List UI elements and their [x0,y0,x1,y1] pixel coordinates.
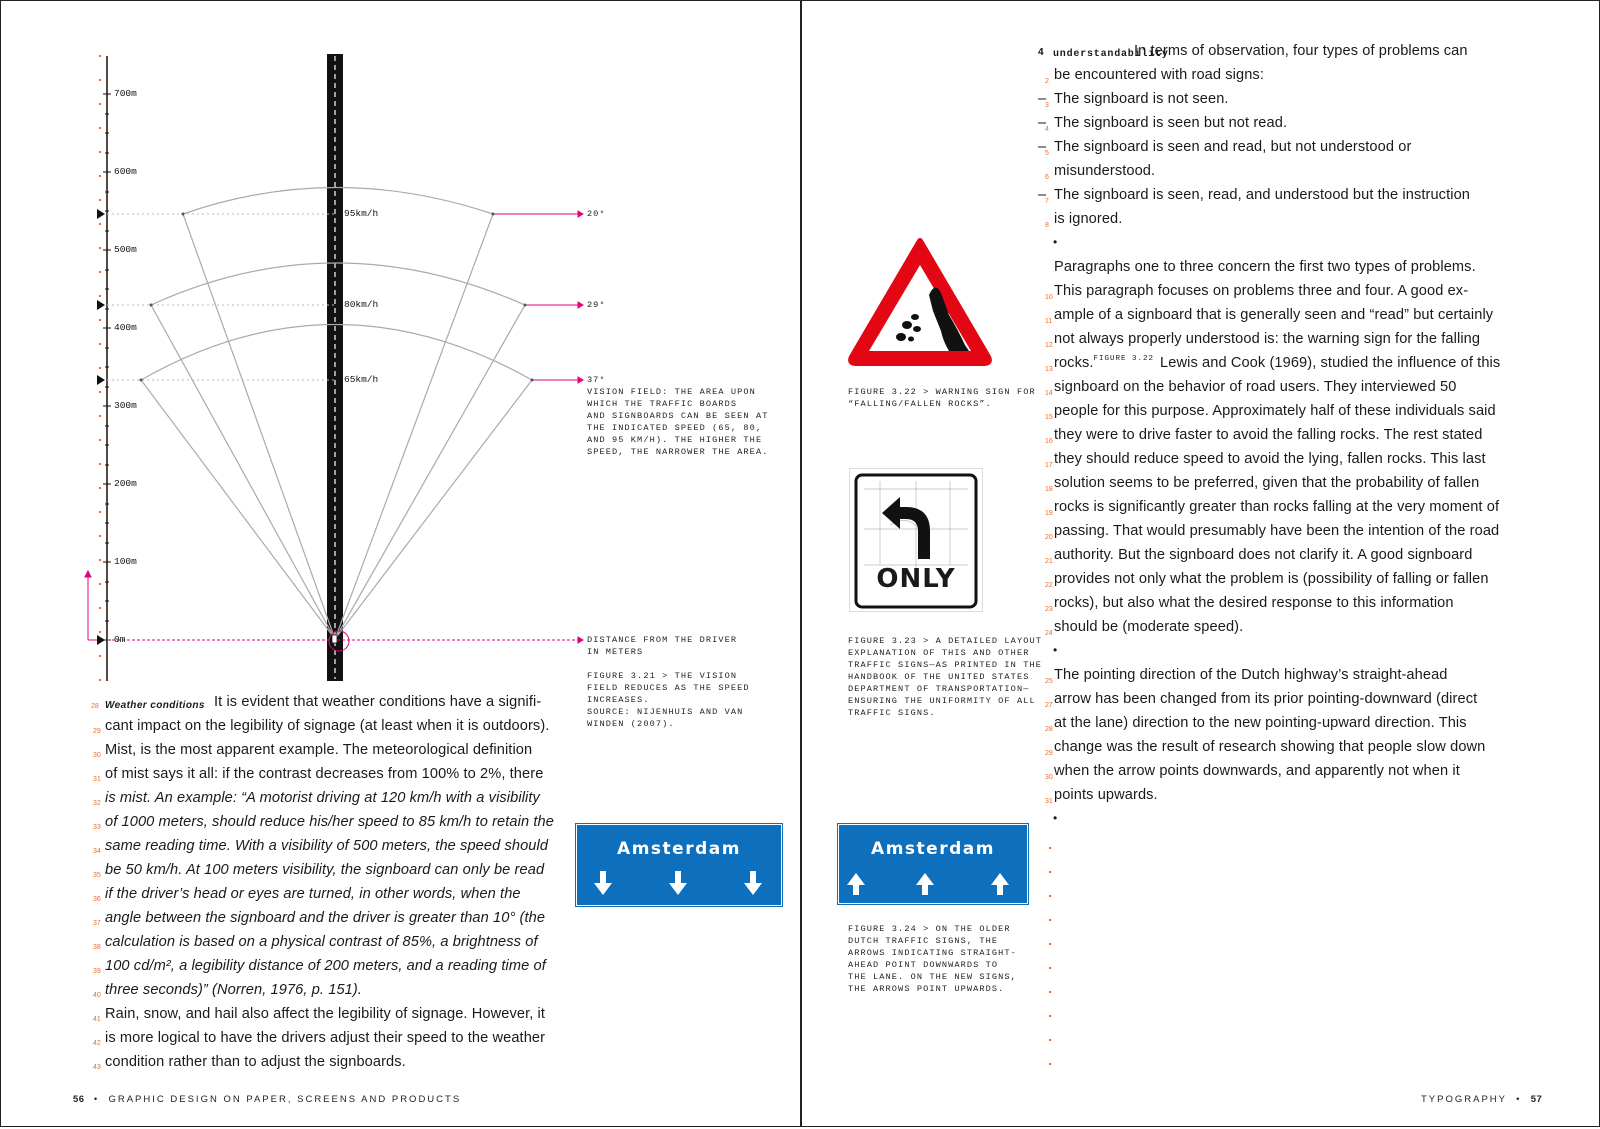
line-number: 8 [1045,222,1049,229]
list-dash: – [1038,91,1047,107]
line-number: 15 [1045,414,1053,421]
sign-city-name: Amsterdam [617,839,741,859]
body-line: if the driver’s head or eyes are turned, in other words, when the [105,886,521,902]
body-line: at the lane) direction to the new pointing-upward direction. This [1054,715,1467,731]
body-text: rocks. [1054,355,1094,371]
body-line [1054,351,1500,375]
body-line: three seconds)” (Norren, 1976, p. 151). [105,982,362,998]
footer-title: GRAPHIC DESIGN ON PAPER, SCREENS AND PRODUCTS [108,1094,462,1105]
line-number: 18 [1045,486,1053,493]
scale-label-0m: 0m [114,634,126,645]
line-number: 11 [1045,318,1053,325]
line-number: 22 [1045,582,1053,589]
body-line: rocks is significantly greater than rocks falling at the very moment of [1054,499,1500,515]
grid-dot [1049,1015,1051,1017]
body-line: of mist says it all: if the contrast decreases from 100% to 2%, there [105,766,544,782]
body-line: condition rather than to adjust the signboards. [105,1054,406,1070]
paragraph-bullet: • [1053,811,1058,825]
body-line: rocks), but also what the desired response to this information [1054,595,1454,611]
line-number: 31 [93,776,101,783]
line-number: 27 [1045,702,1053,709]
body-line: calculation is based on a physical contrast of 85%, a brightness of [105,934,538,950]
scale-label-300m: 300m [114,400,137,411]
body-line: The signboard is seen, read, and understood but the instruction [1054,187,1471,203]
body-line: cant impact on the legibility of signage (at least when it is outdoors). [105,718,550,734]
sign-city-name: Amsterdam [871,839,995,859]
body-line: 100 cd/m², a legibility distance of 200 meters, and a reading time of [105,958,546,974]
line-number: 32 [93,800,101,807]
vision-field-diagram [1,1,801,691]
grid-dot [1049,919,1051,921]
line-number: 29 [93,728,101,735]
body-line: they were to drive faster to avoid the falling rocks. The rest stated [1054,427,1483,443]
section-number: 4 [1038,47,1044,58]
scale-label-500m: 500m [114,244,137,255]
speed-label-80: 80km/h [344,299,379,310]
body-line: solution seems to be preferred, given that the probability of fallen [1054,475,1480,491]
page-number-57: 57 [1530,1094,1543,1105]
figure-reference: FIGURE 3.22 [1093,355,1155,363]
speed-label-65: 65km/h [344,374,379,385]
body-line: people for this purpose. Approximately half of these individuals said [1054,403,1496,419]
body-line: Mist, is the most apparent example. The meteorological definition [105,742,533,758]
body-line: when the arrow points downwards, and apparently not when it [1054,763,1460,779]
scale-label-600m: 600m [114,166,137,177]
speed-markers [97,209,105,645]
line-number: 20 [1045,534,1053,541]
line-number: 25 [1045,678,1053,685]
line-number: 6 [1045,174,1049,181]
down-arrows-icon [577,865,781,905]
grid-dot [1049,1063,1051,1065]
left-page [0,0,801,1127]
line-number: 2 [1045,78,1049,85]
line-number: 38 [93,944,101,951]
line-number: 24 [1045,630,1053,637]
line-number: 37 [93,920,101,927]
line-number: 41 [93,1016,101,1023]
line-number: 30 [1045,774,1053,781]
up-arrows-icon [839,865,1027,903]
footer-left: 56 • GRAPHIC DESIGN ON PAPER, SCREENS AND PRODUCTS [73,1094,462,1105]
footer-title: TYPOGRAPHY [1421,1094,1507,1105]
line-number: 13 [1045,366,1053,373]
line-number: 14 [1045,390,1053,397]
body-line: Paragraphs one to three concern the first two types of problems. [1054,259,1476,275]
body-line: be encountered with road signs: [1054,67,1264,83]
body-line: same reading time. With a visibility of 500 meters, the speed should [105,838,549,854]
run-head-weather: Weather conditions [105,700,205,711]
body-line: they should reduce speed to avoid the lying, fallen rocks. This last [1054,451,1486,467]
grid-dot [1049,895,1051,897]
grid-dot [1049,1039,1051,1041]
vision-field-caption: VISION FIELD: THE AREA UPON WHICH THE TRAFFIC BOARDS AND SIGNBOARDS CAN BE SEEN AT THE INDICATED SPEED (65, 80, AND 95 KM/H). THE HIGHER THE SPEED, THE NARROWER THE AREA. [587,387,769,457]
line-number: 36 [93,896,101,903]
list-dash: – [1038,139,1047,155]
figure-3-21-caption: FIGURE 3.21 > THE VISION FIELD REDUCES AS THE SPEED INCREASES. SOURCE: NIJENHUIS AND VAN WINDEN (2007). [587,671,750,729]
line-number: 4 [1045,126,1049,133]
line-number: 33 [93,824,101,831]
line-number: 39 [93,968,101,975]
grid-dot [1049,991,1051,993]
distance-caption: DISTANCE FROM THE DRIVER IN METERS [587,635,738,657]
line-number: 17 [1045,462,1053,469]
line-number: 7 [1045,198,1049,205]
body-line: ample of a signboard that is generally seen and “read” but certainly [1054,307,1494,323]
body-line: The signboard is seen and read, but not understood or [1054,139,1412,155]
body-line: change was the result of research showing that people slow down [1054,739,1486,755]
body-line: is ignored. [1054,211,1123,227]
amsterdam-sign-new [838,824,1028,904]
body-line: provides not only what the problem is (possibility of falling or fallen [1054,571,1489,587]
scale-label-100m: 100m [114,556,137,567]
scale-label-700m: 700m [114,88,137,99]
line-number: 31 [1045,798,1053,805]
list-dash: – [1038,187,1047,203]
page-number-56: 56 [73,1094,85,1105]
scale-label-400m: 400m [114,322,137,333]
body-line: This paragraph focuses on problems three and four. A good ex- [1054,283,1469,299]
figure-3-24-caption: FIGURE 3.24 > ON THE OLDER DUTCH TRAFFIC SIGNS, THE ARROWS INDICATING STRAIGHT- AHEAD POINT DOWNWARDS TO THE LANE. ON THE NEW SIGNS, THE ARROWS POINT UPWARDS. [848,924,1017,994]
line-number: 29 [1045,750,1053,757]
line-number: 28 [91,703,99,710]
body-line: not always properly understood is: the warning sign for the falling [1054,331,1481,347]
line-number: 21 [1045,558,1053,565]
body-line: be 50 km/h. At 100 meters visibility, the signboard can only be read [105,862,545,878]
right-page [801,0,1600,1127]
body-line: misunderstood. [1054,163,1156,179]
line-number: 19 [1045,510,1053,517]
falling-rocks-sign [845,233,995,368]
paragraph-bullet: • [1053,643,1058,657]
figure-3-22-caption: FIGURE 3.22 > WARNING SIGN FOR “FALLING/FALLEN ROCKS”. [848,387,1036,409]
angle-label-20: 20° [587,209,606,219]
line-number: 16 [1045,438,1053,445]
grid-dot [1049,967,1051,969]
only-sign-diagram [849,468,983,612]
scale-label-200m: 200m [114,478,137,489]
footer-right: TYPOGRAPHY • 57 [1421,1094,1543,1105]
body-line: passing. That would presumably have been the intention of the road [1054,523,1500,539]
body-line: should be (moderate speed). [1054,619,1244,635]
body-line: points upwards. [1054,787,1158,803]
grid-dot [1049,871,1051,873]
body-line: is mist. An example: “A motorist driving at 120 km/h with a visibility [105,790,540,806]
amsterdam-sign-old [576,824,782,906]
line-number: 28 [1045,726,1053,733]
grid-dot [1049,943,1051,945]
line-number: 10 [1045,294,1053,301]
line-number: 12 [1045,342,1053,349]
list-dash: – [1038,115,1047,131]
figure-3-23-caption: FIGURE 3.23 > A DETAILED LAYOUT EXPLANATION OF THIS AND OTHER TRAFFIC SIGNS—AS PRINTED IN THE HANDBOOK OF THE UNITED STATES DEPARTMENT OF TRANSPORTATION— ENSURING THE UNIFORMITY OF ALL TRAFFIC SIGNS. [848,636,1042,718]
angle-label-37: 37° [587,375,606,385]
body-line: authority. But the signboard does not clarify it. A good signboard [1054,547,1473,563]
body-line: signboard on the behavior of road users. They interviewed 50 [1054,379,1457,395]
body-line: The signboard is not seen. [1054,91,1229,107]
line-number: 3 [1045,102,1049,109]
body-line: The pointing direction of the Dutch highway’s straight-ahead [1054,667,1448,683]
only-sign-text: ONLY [876,564,956,594]
angle-label-29: 29° [587,300,606,310]
line-number: 34 [93,848,101,855]
body-line: angle between the signboard and the driver is greater than 10° (the [105,910,546,926]
line-number: 5 [1045,150,1049,157]
body-line: of 1000 meters, should reduce his/her speed to 85 km/h to retain the [105,814,554,830]
body-line: In terms of observation, four types of problems can [1134,43,1468,59]
line-number: 40 [93,992,101,999]
body-line: It is evident that weather conditions have a signifi- [214,694,542,710]
body-line: arrow has been changed from its prior pointing-downward (direct [1054,691,1478,707]
run-head-understandability: understandability [1053,49,1169,60]
line-number: 23 [1045,606,1053,613]
body-line: is more logical to have the drivers adjust their speed to the weather [105,1030,546,1046]
grid-dot [1049,847,1051,849]
paragraph-bullet: • [1053,235,1058,249]
speed-label-95: 95km/h [344,208,379,219]
body-line: Rain, snow, and hail also affect the legibility of signage. However, it [105,1006,546,1022]
body-line: The signboard is seen but not read. [1054,115,1288,131]
line-number: 35 [93,872,101,879]
line-number: 43 [93,1064,101,1071]
line-number: 42 [93,1040,101,1047]
body-text: Lewis and Cook (1969), studied the influence of this [1160,355,1501,371]
line-number: 30 [93,752,101,759]
